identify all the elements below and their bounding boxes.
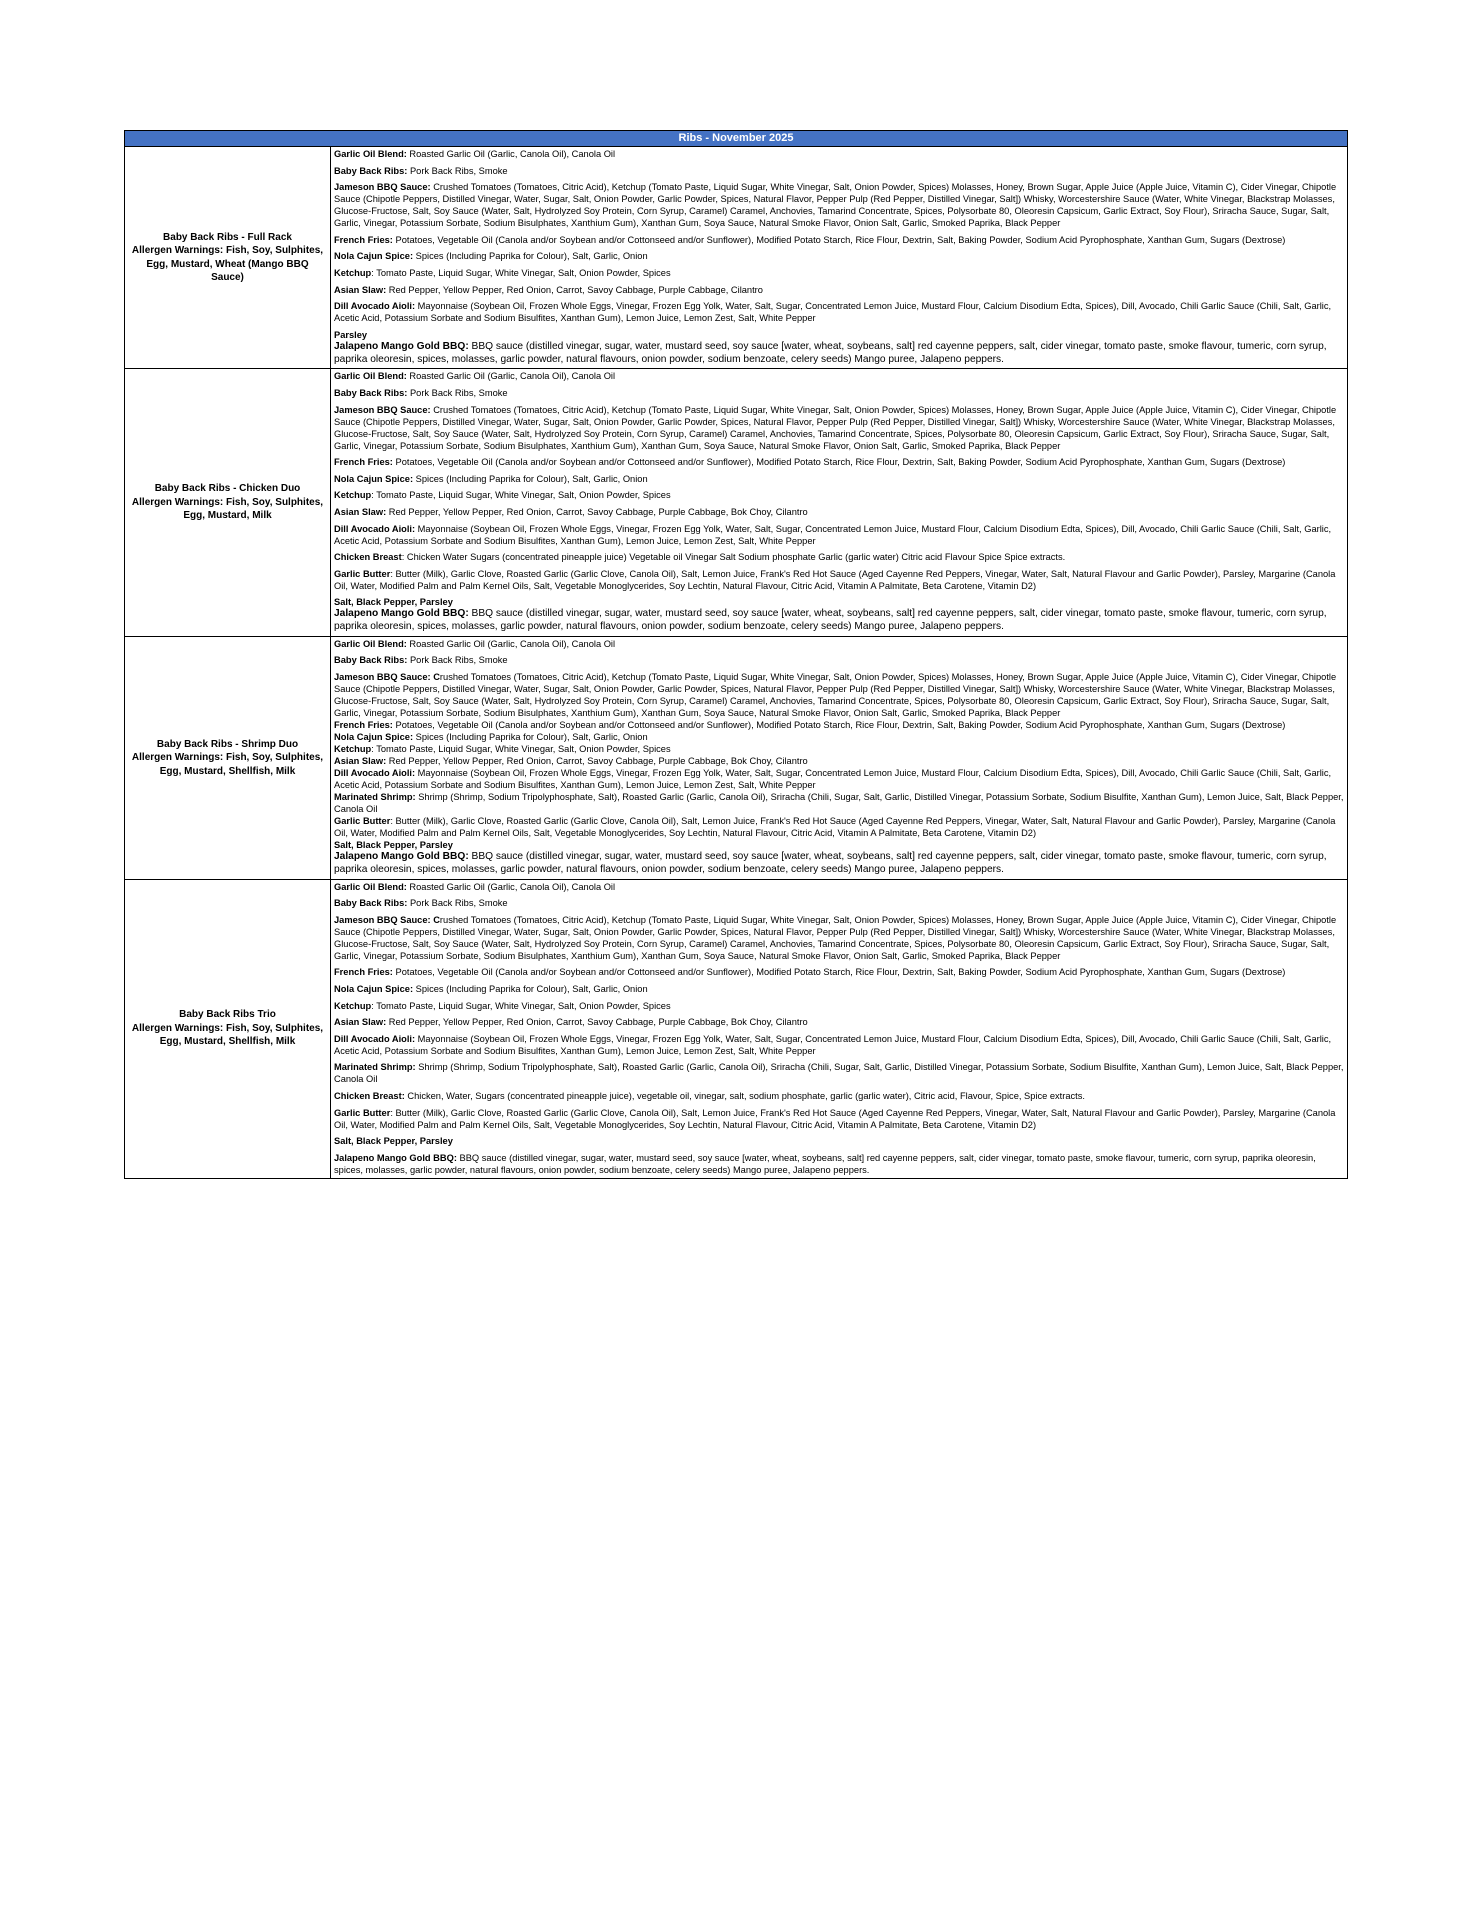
ingredient-label: Asian Slaw:: [334, 284, 387, 295]
ingredient-entry: [334, 1016, 1344, 1028]
ingredient-label: Asian Slaw:: [334, 756, 387, 767]
ingredient-text: : Chicken Water Sugars (concentrated pineapple juice) Vegetable oil Vinegar Salt Sodium phosphate Garlic (garlic water) Citric acid Flavour Spice Spice extracts.: [401, 552, 1066, 563]
ingredient-label: Dill Avocado Aioli:: [334, 768, 416, 779]
ingredient-label: Jalapeno Mango Gold BBQ:: [334, 608, 469, 620]
ingredient-text: Roasted Garlic Oil (Garlic, Canola Oil), Canola Oil: [406, 881, 616, 892]
ingredient-text: Shrimp (Shrimp, Sodium Tripolyphosphate, Salt), Roasted Garlic (Garlic, Canola Oil), Sriracha (Chili, Sugar, Salt, Garlic, Distilled Vinegar, Potassium Sorbate, Sodium Bisulfite, Xanthan Gum), Lemon Juice, Salt, Black Pepper, Canola Oil: [334, 1062, 1344, 1085]
ingredient-label: Garlic Oil Blend:: [334, 638, 407, 649]
ingredient-entry: [334, 329, 1344, 341]
ingredient-label: Chicken Breast: [334, 552, 402, 563]
ingredient-text: Potatoes, Vegetable Oil (Canola and/or Soybean and/or Cottonseed and/or Sunflower), Modified Potato Starch, Rice Flour, Dextrin, Salt, Baking Powder, Sodium Acid Pyrophosphate, Xanthan Gum, Sugars (Dextrose): [392, 234, 1286, 245]
ingredient-label: French Fries:: [334, 457, 393, 468]
ingredient-label: Nola Cajun Spice:: [334, 732, 414, 743]
ingredient-label: Ketchup: [334, 267, 372, 278]
ingredient-text: Spices (Including Paprika for Colour), Salt, Garlic, Onion: [413, 732, 648, 743]
ingredient-text: : Butter (Milk), Garlic Clove, Roasted Garlic (Garlic Clove, Canola Oil), Salt, Lemon Juice, Frank's Red Hot Sauce (Aged Cayenne Red Peppers, Vinegar, Water, Salt, Natural Flavour and Garlic Powder), Parsley, Margarine (Canola Oil, Water, Modified Palm and Palm Kernel Oils, Salt, Vegetable Monoglycerides, Soy Lechtin, Natural Flavour, Citric Acid, Vitamin A Palmitate, Beta Carotene, Vitamin D2): [334, 568, 1336, 591]
ingredient-text: rushed Tomatoes (Tomatoes, Citric Acid), Ketchup (Tomato Paste, Liquid Sugar, White Vinegar, Salt, Onion Powder, Spices) Molasses, Honey, Brown Sugar, Apple Juice (Apple Juice, Vitamin C), Cider Vinegar, Chipotle Sauce (Chipotle Peppers, Distilled Vinegar, Water, Sugar, Salt, Onion Powder, Garlic Powder, Spices, Natural Flavor, Pepper Pulp (Red Pepper, Distilled Vinegar, Salt]) Whisky, Worcestershire Sauce (Water, White Vinegar, Blackstrap Molasses, Glucose-Fructose, Salt, Soy Sauce (Water, Salt, Hydrolyzed Soy Protein, Corn Syrup, Caramel) Caramel, Anchovies, Tamarind Concentrate, Spices, Polysorbate 80, Oleoresin Capsicum, Garlic Extract, Soy Flour), Sriracha Sauce, Sugar, Salt, Garlic, Vinegar, Potassium Sorbate, Sodium Bisulphates, Xanthium Gum), Xanthan Gum, Soya Sauce, Natural Smoke Flavor, Onion Salt, Garlic, Smoked Paprika, Black Pepper: [334, 672, 1337, 719]
ingredient-label: Ketchup: [334, 490, 372, 501]
ingredient-entry: [334, 523, 1344, 547]
ingredient-label: Jameson BBQ Sauce: C: [334, 672, 440, 683]
menu-item-name-and-allergens: Baby Back Ribs - Full Rack Allergen Warnings: Fish, Soy, Sulphites, Egg, Mustard, Wheat (Mango BBQ Sauce): [131, 231, 324, 284]
ingredient-label: Jalapeno Mango Gold BBQ:: [334, 1152, 457, 1163]
ingredient-entry: [334, 1107, 1344, 1131]
ingredient-entry: [334, 654, 1344, 666]
ingredient-label: Garlic Butter: [334, 816, 391, 827]
ingredient-label: Baby Back Ribs:: [334, 655, 408, 666]
ingredient-label: Jameson BBQ Sauce:: [334, 404, 431, 415]
ingredient-entry: [334, 851, 1344, 877]
ingredients-cell: [331, 880, 1347, 1178]
ingredient-entry: [334, 456, 1344, 468]
ingredients-cell: [331, 147, 1347, 368]
menu-item-row: [125, 879, 1347, 1178]
ingredient-entry: [334, 1000, 1344, 1012]
ingredient-label: Asian Slaw:: [334, 506, 387, 517]
ingredient-entry: [334, 608, 1344, 634]
ingredient-entry: [334, 881, 1344, 893]
ingredient-entry: [334, 743, 1344, 755]
ingredient-entry: [334, 1090, 1344, 1102]
ingredients-cell: [331, 369, 1347, 636]
ingredient-entry: [334, 370, 1344, 382]
ingredient-entry: [334, 596, 1344, 608]
ingredient-text: Spices (Including Paprika for Colour), Salt, Garlic, Onion: [413, 251, 648, 262]
ingredient-entry: [334, 165, 1344, 177]
ingredient-text: : Butter (Milk), Garlic Clove, Roasted Garlic (Garlic Clove, Canola Oil), Salt, Lemon Juice, Frank's Red Hot Sauce (Aged Cayenne Red Peppers, Vinegar, Water, Salt, Natural Flavour and Garlic Powder), Parsley, Margarine (Canola Oil, Water, Modified Palm and Palm Kernel Oils, Salt, Vegetable Monoglycerides, Soy Lechtin, Natural Flavour, Citric Acid, Vitamin A Palmitate, Beta Carotene, Vitamin D2): [334, 816, 1336, 839]
menu-item-cell: [125, 369, 331, 636]
ingredient-text: BBQ sauce (distilled vinegar, sugar, water, mustard seed, soy sauce [water, wheat, soybeans, salt] red cayenne peppers, salt, cider vinegar, tomato paste, smoke flavour, tumeric, corn syrup, paprika oleoresin, spices, molasses, garlic powder, natural flavours, onion powder, sodium benzoate, celery seeds) Mango puree, Jalapeno peppers.: [334, 608, 1327, 633]
ingredient-entry: [334, 300, 1344, 324]
ingredient-label: Nola Cajun Spice:: [334, 984, 414, 995]
ingredient-entry: [334, 719, 1344, 731]
ingredient-text: Pork Back Ribs, Smoke: [407, 165, 508, 176]
ingredient-entry: [334, 767, 1344, 791]
ingredient-entry: [334, 914, 1344, 962]
ingredient-text: rushed Tomatoes (Tomatoes, Citric Acid), Ketchup (Tomato Paste, Liquid Sugar, White Vinegar, Salt, Onion Powder, Spices) Molasses, Honey, Brown Sugar, Apple Juice (Apple Juice, Vitamin C), Cider Vinegar, Chipotle Sauce (Chipotle Peppers, Distilled Vinegar, Water, Sugar, Salt, Onion Powder, Garlic Powder, Spices, Natural Flavor, Pepper Pulp (Red Pepper, Distilled Vinegar, Salt]) Whisky, Worcestershire Sauce (Water, White Vinegar, Blackstrap Molasses, Glucose-Fructose, Salt, Soy Sauce (Water, Salt, Hydrolyzed Soy Protein, Corn Syrup, Caramel) Caramel, Anchovies, Tamarind Concentrate, Spices, Polysorbate 80, Oleoresin Capsicum, Garlic Extract, Soy Flour), Sriracha Sauce, Sugar, Salt, Garlic, Vinegar, Potassium Sorbate, Sodium Bisulphates, Xanthium Gum), Xanthan Gum, Soya Sauce, Natural Smoke Flavor, Onion Salt, Garlic, Smoked Paprika, Black Pepper: [334, 914, 1337, 961]
ingredient-entry: [334, 181, 1344, 229]
ingredient-label: Garlic Butter: [334, 568, 391, 579]
menu-item-name-and-allergens: Baby Back Ribs - Chicken Duo Allergen Warnings: Fish, Soy, Sulphites, Egg, Mustard, Milk: [131, 483, 324, 522]
ingredient-label: Baby Back Ribs:: [334, 165, 408, 176]
ingredient-label: Baby Back Ribs:: [334, 898, 408, 909]
table-title: Ribs - November 2025: [125, 131, 1347, 147]
ingredient-label: Salt, Black Pepper, Parsley: [334, 1136, 453, 1147]
ingredient-text: Mayonnaise (Soybean Oil, Frozen Whole Eggs, Vinegar, Frozen Egg Yolk, Water, Salt, Sugar, Concentrated Lemon Juice, Mustard Flour, Calcium Disodium Edta, Spices), Dill, Avocado, Chili Garlic Sauce (Chili, Salt, Garlic, Acetic Acid, Potassium Sorbate and Sodium Bisulfites, Xanthan Gum), Lemon Juice, Lemon Zest, Salt, White Pepper: [334, 301, 1332, 324]
ingredient-text: Pork Back Ribs, Smoke: [407, 387, 508, 398]
ingredient-text: Roasted Garlic Oil (Garlic, Canola Oil), Canola Oil: [406, 638, 616, 649]
menu-item-cell: [125, 147, 331, 368]
ingredient-entry: [334, 791, 1344, 815]
ingredient-entry: [334, 473, 1344, 485]
ingredient-entry: [334, 1061, 1344, 1085]
ingredient-text: Roasted Garlic Oil (Garlic, Canola Oil), Canola Oil: [406, 371, 616, 382]
ingredient-entry: [334, 234, 1344, 246]
ingredient-entry: [334, 267, 1344, 279]
menu-item-cell: [125, 880, 331, 1178]
ribs-allergen-table: [124, 130, 1348, 1179]
ingredient-text: : Butter (Milk), Garlic Clove, Roasted Garlic (Garlic Clove, Canola Oil), Salt, Lemon Juice, Frank's Red Hot Sauce (Aged Cayenne Red Peppers, Vinegar, Water, Salt, Natural Flavour and Garlic Powder), Parsley, Margarine (Canola Oil, Water, Modified Palm and Palm Kernel Oils, Salt, Vegetable Monoglycerides, Soy Lechtin, Natural Flavour, Citric Acid, Vitamin A Palmitate, Beta Carotene, Vitamin D2): [334, 1107, 1336, 1130]
ingredient-entry: [334, 815, 1344, 839]
ingredient-label: Garlic Oil Blend:: [334, 881, 407, 892]
ingredient-text: : Tomato Paste, Liquid Sugar, White Vinegar, Salt, Onion Powder, Spices: [371, 267, 671, 278]
ingredient-text: Red Pepper, Yellow Pepper, Red Onion, Carrot, Savoy Cabbage, Purple Cabbage, Bok Choy, Cilantro: [386, 756, 808, 767]
ingredient-text: BBQ sauce (distilled vinegar, sugar, water, mustard seed, soy sauce [water, wheat, soybeans, salt] red cayenne peppers, salt, cider vinegar, tomato paste, smoke flavour, tumeric, corn syrup, paprika oleoresin, spices, molasses, garlic powder, natural flavours, onion powder, sodium benzoate, celery seeds) Mango puree, Jalapeno peppers.: [334, 851, 1327, 875]
ingredient-label: French Fries:: [334, 967, 393, 978]
ingredient-text: Potatoes, Vegetable Oil (Canola and/or Soybean and/or Cottonseed and/or Sunflower), Modified Potato Starch, Rice Flour, Dextrin, Salt, Baking Powder, Sodium Acid Pyrophosphate, Xanthan Gum, Sugars (Dextrose): [392, 967, 1286, 978]
ingredient-text: Roasted Garlic Oil (Garlic, Canola Oil), Canola Oil: [406, 149, 616, 159]
menu-item-name-and-allergens: Baby Back Ribs Trio Allergen Warnings: Fish, Soy, Sulphites, Egg, Mustard, Shellfish, Milk: [131, 1009, 324, 1048]
ingredient-entry: [334, 1135, 1344, 1147]
ingredient-text: Chicken, Water, Sugars (concentrated pineapple juice), vegetable oil, vinegar, salt, sodium phosphate, garlic (garlic water), Citric acid, Flavour, Spice, Spice extracts.: [404, 1091, 1085, 1101]
ingredient-entry: [334, 839, 1344, 851]
ingredient-label: Dill Avocado Aioli:: [334, 301, 416, 312]
ingredient-label: Jalapeno Mango Gold BBQ:: [334, 851, 469, 863]
ingredient-label: Marinated Shrimp:: [334, 792, 416, 803]
ingredient-entry: [334, 897, 1344, 909]
ingredient-label: Marinated Shrimp:: [334, 1062, 416, 1073]
ingredient-text: Mayonnaise (Soybean Oil, Frozen Whole Eggs, Vinegar, Frozen Egg Yolk, Water, Salt, Sugar, Concentrated Lemon Juice, Mustard Flour, Calcium Disodium Edta, Spices), Dill, Avocado, Chili Garlic Sauce (Chili, Salt, Garlic, Acetic Acid, Potassium Sorbate and Sodium Bisulfites, Xanthan Gum), Lemon Juice, Lemon Zest, Salt, White Pepper: [334, 523, 1332, 546]
ingredient-text: Spices (Including Paprika for Colour), Salt, Garlic, Onion: [413, 984, 648, 995]
ingredient-label: French Fries:: [334, 720, 393, 731]
ingredient-entry: [334, 506, 1344, 518]
ingredient-text: Red Pepper, Yellow Pepper, Red Onion, Carrot, Savoy Cabbage, Purple Cabbage, Bok Choy, Cilantro: [386, 1017, 808, 1028]
ingredient-text: Shrimp (Shrimp, Sodium Tripolyphosphate, Salt), Roasted Garlic (Garlic, Canola Oil), Sriracha (Chili, Sugar, Salt, Garlic, Distilled Vinegar, Potassium Sorbate, Sodium Bisulfite, Xanthan Gum), Lemon Juice, Salt, Black Pepper, Canola Oil: [334, 792, 1344, 815]
ingredient-text: BBQ sauce (distilled vinegar, sugar, water, mustard seed, soy sauce [water, wheat, soybeans, salt] red cayenne peppers, salt, cider vinegar, tomato paste, smoke flavour, tumeric, corn syrup, paprika oleoresin, spices, molasses, garlic powder, natural flavours, onion powder, sodium benzoate, celery seeds) Mango puree, Jalapeno peppers.: [334, 1152, 1316, 1175]
ingredient-text: BBQ sauce (distilled vinegar, sugar, water, mustard seed, soy sauce [water, wheat, soybeans, salt] red cayenne peppers, salt, cider vinegar, tomato paste, smoke flavour, tumeric, corn syrup, paprika oleoresin, spices, molasses, garlic powder, natural flavours, onion powder, sodium benzoate, celery seeds) Mango puree, Jalapeno peppers.: [334, 340, 1327, 365]
ingredient-text: Red Pepper, Yellow Pepper, Red Onion, Carrot, Savoy Cabbage, Purple Cabbage, Cilantro: [386, 284, 763, 295]
ingredient-label: Ketchup: [334, 744, 372, 755]
ingredient-text: : Tomato Paste, Liquid Sugar, White Vinegar, Salt, Onion Powder, Spices: [371, 490, 671, 501]
ingredient-label: Garlic Oil Blend:: [334, 371, 407, 382]
ingredient-entry: [334, 1152, 1344, 1176]
ingredient-label: Salt, Black Pepper, Parsley: [334, 840, 453, 851]
ingredient-label: Asian Slaw:: [334, 1017, 387, 1028]
ingredient-label: Nola Cajun Spice:: [334, 473, 414, 484]
menu-item-cell: [125, 637, 331, 879]
ingredient-entry: [334, 966, 1344, 978]
ingredient-label: Jalapeno Mango Gold BBQ:: [334, 340, 469, 352]
ingredient-entry: [334, 250, 1344, 262]
ingredient-label: Baby Back Ribs:: [334, 387, 408, 398]
ingredient-entry: [334, 568, 1344, 592]
ingredient-text: Mayonnaise (Soybean Oil, Frozen Whole Eggs, Vinegar, Frozen Egg Yolk, Water, Salt, Sugar, Concentrated Lemon Juice, Mustard Flour, Calcium Disodium Edta, Spices), Dill, Avocado, Chili Garlic Sauce (Chili, Salt, Garlic, Acetic Acid, Potassium Sorbate and Sodium Bisulfites, Xanthan Gum), Lemon Juice, Lemon Zest, Salt, White Pepper: [334, 768, 1332, 791]
ingredient-entry: [334, 983, 1344, 995]
ingredient-entry: [334, 284, 1344, 296]
ingredient-label: Ketchup: [334, 1000, 372, 1011]
ingredient-text: Spices (Including Paprika for Colour), Salt, Garlic, Onion: [413, 473, 648, 484]
ingredient-label: Dill Avocado Aioli:: [334, 523, 416, 534]
ingredient-text: Crushed Tomatoes (Tomatoes, Citric Acid), Ketchup (Tomato Paste, Liquid Sugar, White Vinegar, Salt, Onion Powder, Spices) Molasses, Honey, Brown Sugar, Apple Juice (Apple Juice, Vitamin C), Cider Vinegar, Chipotle Sauce (Chipotle Peppers, Distilled Vinegar, Water, Sugar, Salt, Onion Powder, Garlic Powder, Spices, Natural Flavor, Pepper Pulp (Red Pepper, Distilled Vinegar, Salt]) Whisky, Worcestershire Sauce (Water, White Vinegar, Blackstrap Molasses, Glucose-Fructose, Salt, Soy Sauce (Water, Salt, Hydrolyzed Soy Protein, Corn Syrup, Caramel) Caramel, Anchovies, Tamarind Concentrate, Spices, Polysorbate 80, Oleoresin Capsicum, Garlic Extract, Soy Flour), Sriracha Sauce, Sugar, Salt, Garlic, Vinegar, Potassium Sorbate, Sodium Bisulphates, Xanthium Gum), Xanthan Gum, Soya Sauce, Natural Smoke Flavor, Onion Salt, Garlic, Smoked Paprika, Black Pepper: [334, 182, 1337, 229]
ingredients-cell: [331, 637, 1347, 879]
table-body: [125, 147, 1347, 1178]
ingredient-text: Potatoes, Vegetable Oil (Canola and/or Soybean and/or Cottonseed and/or Sunflower), Modified Potato Starch, Rice Flour, Dextrin, Salt, Baking Powder, Sodium Acid Pyrophosphate, Xanthan Gum, Sugars (Dextrose): [392, 457, 1286, 468]
ingredient-text: Crushed Tomatoes (Tomatoes, Citric Acid), Ketchup (Tomato Paste, Liquid Sugar, White Vinegar, Salt, Onion Powder, Spices) Molasses, Honey, Brown Sugar, Apple Juice (Apple Juice, Vitamin C), Cider Vinegar, Chipotle Sauce (Chipotle Peppers, Distilled Vinegar, Water, Sugar, Salt, Onion Powder, Garlic Powder, Spices, Natural Flavor, Pepper Pulp (Red Pepper, Distilled Vinegar, Salt]) Whisky, Worcestershire Sauce (Water, White Vinegar, Blackstrap Molasses, Glucose-Fructose, Salt, Soy Sauce (Water, Salt, Hydrolyzed Soy Protein, Corn Syrup, Caramel) Caramel, Anchovies, Tamarind Concentrate, Spices, Polysorbate 80, Oleoresin Capsicum, Garlic Extract, Soy Flour), Sriracha Sauce, Sugar, Salt, Garlic, Vinegar, Potassium Sorbate, Sodium Bisulphates, Xanthium Gum), Xanthan Gum, Soya Sauce, Natural Smoke Flavor, Onion Salt, Garlic, Smoked Paprika, Black Pepper: [334, 404, 1337, 451]
ingredient-label: Jameson BBQ Sauce: C: [334, 914, 440, 925]
ingredient-label: Dill Avocado Aioli:: [334, 1033, 416, 1044]
ingredient-label: Salt, Black Pepper, Parsley: [334, 597, 453, 608]
ingredient-text: Mayonnaise (Soybean Oil, Frozen Whole Eggs, Vinegar, Frozen Egg Yolk, Water, Salt, Sugar, Concentrated Lemon Juice, Mustard Flour, Calcium Disodium Edta, Spices), Dill, Avocado, Chili Garlic Sauce (Chili, Salt, Garlic, Acetic Acid, Potassium Sorbate and Sodium Bisulfites, Xanthan Gum), Lemon Juice, Lemon Zest, Salt, White Pepper: [334, 1033, 1332, 1056]
menu-item-row: [125, 368, 1347, 636]
ingredient-text: Pork Back Ribs, Smoke: [407, 655, 508, 666]
ingredient-entry: [334, 404, 1344, 452]
ingredient-text: : Tomato Paste, Liquid Sugar, White Vinegar, Salt, Onion Powder, Spices: [371, 1000, 671, 1011]
ingredient-label: Nola Cajun Spice:: [334, 251, 414, 262]
ingredient-entry: [334, 731, 1344, 743]
ingredient-text: Potatoes, Vegetable Oil (Canola and/or Soybean and/or Cottonseed and/or Sunflower), Modified Potato Starch, Rice Flour, Dextrin, Salt, Baking Powder, Sodium Acid Pyrophosphate, Xanthan Gum, Sugars (Dextrose): [392, 720, 1286, 731]
ingredient-label: Garlic Butter: [334, 1107, 391, 1118]
ingredient-entry: [334, 148, 1344, 160]
ingredient-label: Garlic Oil Blend:: [334, 149, 407, 159]
ingredient-entry: [334, 638, 1344, 650]
ingredient-label: Parsley: [334, 329, 368, 340]
ingredient-entry: [334, 489, 1344, 501]
ingredient-entry: [334, 1033, 1344, 1057]
ingredient-label: French Fries:: [334, 234, 393, 245]
menu-item-name-and-allergens: Baby Back Ribs - Shrimp Duo Allergen Warnings: Fish, Soy, Sulphites, Egg, Mustard, Shellfish, Milk: [131, 738, 324, 777]
menu-item-row: [125, 147, 1347, 368]
ingredient-text: Red Pepper, Yellow Pepper, Red Onion, Carrot, Savoy Cabbage, Purple Cabbage, Bok Choy, Cilantro: [386, 506, 808, 517]
ingredient-entry: [334, 387, 1344, 399]
ingredient-label: Jameson BBQ Sauce:: [334, 182, 431, 193]
ingredient-text: : Tomato Paste, Liquid Sugar, White Vinegar, Salt, Onion Powder, Spices: [371, 744, 671, 755]
ingredient-label: Chicken Breast:: [334, 1091, 405, 1101]
ingredient-entry: [334, 671, 1344, 719]
ingredient-entry: [334, 551, 1344, 563]
ingredient-entry: [334, 755, 1344, 767]
ingredient-text: Pork Back Ribs, Smoke: [407, 898, 508, 909]
menu-item-row: [125, 636, 1347, 879]
ingredient-entry: [334, 341, 1344, 367]
